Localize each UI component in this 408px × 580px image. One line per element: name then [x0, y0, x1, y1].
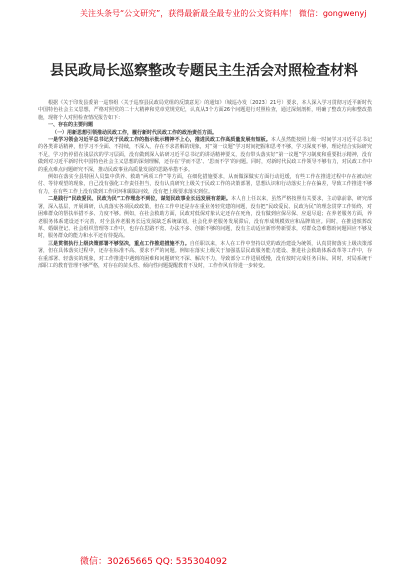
body-paragraph	[38, 196, 372, 240]
document-body	[38, 100, 372, 270]
body-paragraph	[38, 100, 372, 122]
body-paragraph	[38, 174, 372, 196]
footer-text: 微信：30265665 QQ: 535304092	[80, 557, 228, 567]
paragraph-lead: 一是学习领会习近平总书记关于民政工作的指示批示精神不上心，推进民政工作高质量发展有短板。	[48, 137, 271, 144]
paragraph-lead: 三是贯彻执行上级决策部署不够坚决，重点工作推进措施不力。	[48, 240, 190, 247]
body-paragraph	[38, 241, 372, 271]
paragraph-text: 本人虽然能按照上级一时间学习习近平总书记的各类讲话精神，但学习不全面、不持续，不深入，存在不求甚解的现象，对“第一议题”学习时间把握和思考不够，学习深度不够，理论结合实际研究不足，学习仍停留在浅层次的学习层面，没有做到深入钻研习近平总书记的讲话精神要义，没有带头落实好“第一议题”学习制度和重要批示精神，没有做到对习近平新时代中国特色社会主义思想的深刻理解，还存在‘学而不思’、‘思而不学’的问题。同时，对新时代民政工作领导不够有力，对民政工作中的重点难点问题研究不深，推动民政事业高质量发展的思路举措不多。	[38, 137, 372, 173]
section-heading: 一、存在的主要问题	[48, 122, 94, 129]
body-paragraph	[38, 137, 372, 174]
paragraph-text: 例如在落实全县特困人员集中供养、救助“两项工作”等方面，在细化措施要求，从而做深做实方面行动迟缓，有些工作在推进过程中存在被动应付、等待观望的现象，自己没有强化工作责任担当，没有认真研究上级关于民政工作的决策部署，思想认识和行动落实上存在偏差，导致工作推进不够有力，在有些工作上没有做到工作闭环和跟踪问效，没有把上级要求落实到位。	[38, 174, 372, 195]
paragraph-text: 根据《关于印发县委第一巡察组〈关于巡察县民政局党组的反馈意见〉的通知》（城巡办发〔2023〕21号）要求，本人深入学习贯彻习近平新时代中国特色社会主义思想，严格对照党的二十大精神和党章党规党纪，认真从3个方面26个问题进行对照检查，通过深刻剖析，明确了整改方向和整改措施，现将个人对照检查情况报告如下：	[38, 100, 372, 121]
paragraph-text: 自任职以来，本人在工作中坚持以党的政治建设为统领，认真贯彻落实上级决策部署，但在具体落实过程中，还存在标准不高、要求不严的问题。例如在落实上级关于加强基层民政服务能力建设、推进社会救助体系改革等工作中，存在重部署、轻落实的现象，对工作推进中遇到的困难和问题研究不深、解决不力，导致部分工作进展缓慢，没有按时完成任务目标。同时，对局系统干部职工的教育管理不够严格，对存在的苗头性、倾向性问题提醒教育不及时，工作作风有待进一步转变。	[38, 240, 372, 269]
banner-text: 关注头条号“公文研究”，获得最新最全最专业的公文资料库！ 微信：gongwenyj	[80, 9, 367, 18]
paragraph-lead: 二是践行“民政爱民、民政为民”工作理念不到位，谋划民政事业长远发展有差距。	[48, 196, 231, 203]
document-title: 县民政局长巡察整改专题民主生活会对照检查材料	[50, 63, 358, 79]
subsection-heading: （一）用新思想引领推动民政工作，履行新时代民政工作的政治责任方面。	[52, 129, 218, 136]
footer-banner	[0, 548, 408, 574]
paragraph-text: 本人自上任以来，虽然严格按照有关要求，主动靠前靠，研究部署，深入基层，开展调研，认真落实各项民政政策，但在工作中还是存在重业务轻党建的问题，没有把“民政爱民、民政为民”的理念贯穿工作始终，对困难群众的帮扶举措不多、力度不够。例如，在社会救助方面，民政对低保对象认定还存在死角，没有做到应保尽保、应退尽退；在养老服务方面，养老服务体系建设还不完善，对全县养老服务长远发展缺乏系统谋划，社会化养老服务发展滞后，没有形成规模效应和品牌效应。同时，在推进殡葬改革、婚姻登记、社会组织管理等工作中，也存在思路不宽、办法不多、创新不够的问题，没有主动适应新形势新要求，对群众急难愁盼问题回应不够及时，服务群众的能力和水平还有待提高。	[38, 196, 372, 240]
top-banner	[0, 0, 408, 40]
